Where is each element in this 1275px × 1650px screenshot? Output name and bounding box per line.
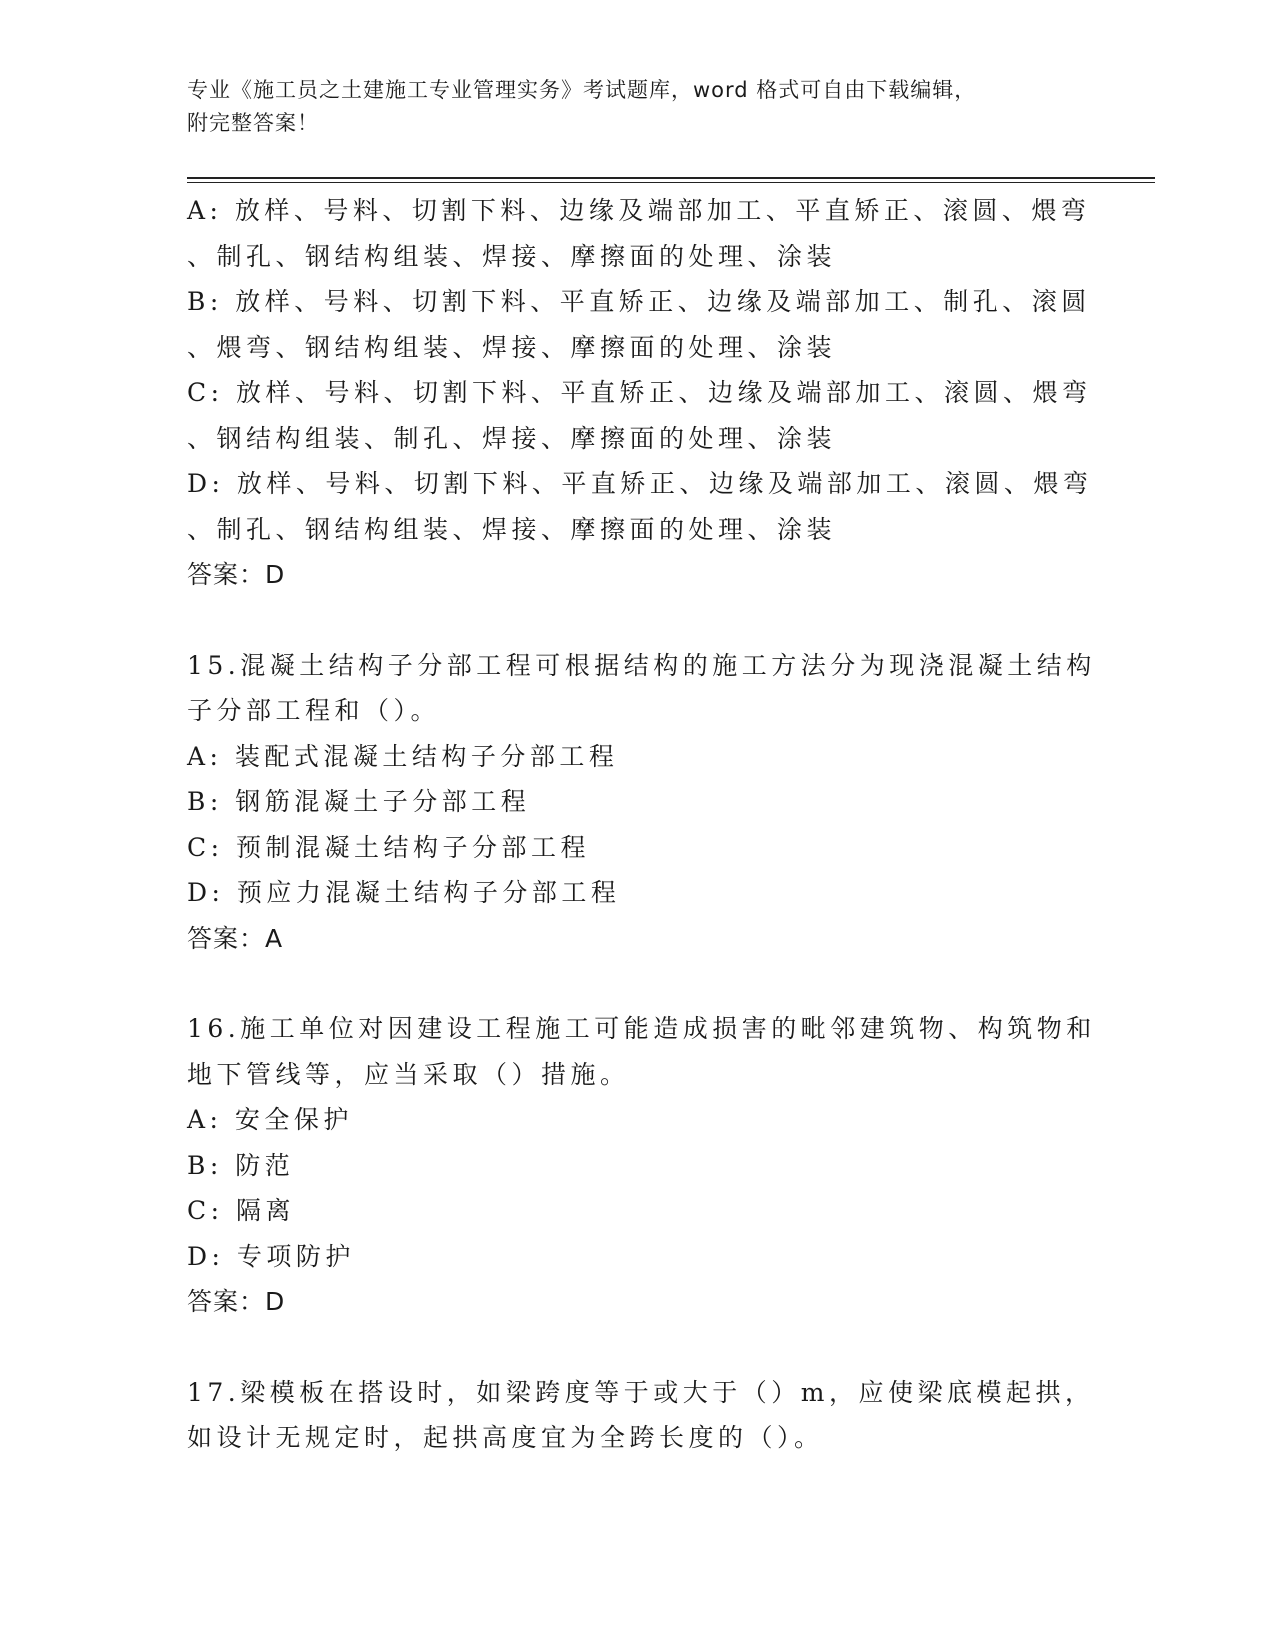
question-14-options (187, 188, 1093, 598)
option-c: C: 预制混凝土结构子分部工程 (187, 832, 590, 862)
header-line-1: 专业《施工员之土建施工专业管理实务》考试题库，word 格式可自由下载编辑， (187, 78, 977, 102)
header-divider-thick (187, 177, 1155, 179)
option-a: A: 装配式混凝土结构子分部工程 (187, 741, 619, 771)
option-a-line-1: A: 放样、号料、切割下料、边缘及端部加工、平直矫正、滚圆、煨弯 (187, 196, 1091, 225)
question-spacer (187, 1325, 1087, 1370)
option-d: D: 专项防护 (187, 1241, 355, 1271)
question-17 (187, 1370, 1095, 1461)
question-stem-line-2: 如设计无规定时，起拱高度宜为全跨长度的（）。 (187, 1423, 824, 1452)
header-divider-thin (187, 182, 1155, 183)
option-b-line-1: B: 放样、号料、切割下料、平直矫正、边缘及端部加工、制孔、滚圆 (187, 287, 1091, 316)
option-d-line-2: 、制孔、钢结构组装、焊接、摩擦面的处理、涂装 (187, 514, 837, 544)
question-spacer (187, 961, 1087, 1006)
option-d-line-1: D: 放样、号料、切割下料、平直矫正、边缘及端部加工、滚圆、煨弯 (187, 469, 1093, 498)
question-stem-line-1: 15.混凝土结构子分部工程可根据结构的施工方法分为现浇混凝土结构 (187, 650, 1096, 680)
option-a: A: 安全保护 (187, 1105, 353, 1134)
question-stem-line-1: 16.施工单位对因建设工程施工可能造成损害的毗邻建筑物、构筑物和 (187, 1014, 1096, 1043)
question-spacer (187, 598, 1087, 643)
answer-line: 答案：A (187, 923, 284, 953)
answer-line: 答案：D (187, 560, 286, 589)
option-b: B: 防范 (187, 1150, 295, 1180)
document-header (187, 74, 1087, 140)
option-d: D: 预应力混凝土结构子分部工程 (187, 878, 621, 907)
question-stem-line-2: 子分部工程和（）。 (187, 696, 441, 725)
question-content (187, 188, 1096, 1461)
question-15 (187, 643, 1096, 962)
option-c: C: 隔离 (187, 1196, 295, 1225)
header-line-2: 附完整答案！ (187, 111, 319, 135)
question-stem-line-2: 地下管线等，应当采取（）措施。 (187, 1059, 630, 1089)
question-stem-line-1: 17.梁模板在搭设时，如梁跨度等于或大于（）m，应使梁底模起拱， (187, 1377, 1095, 1407)
option-c-line-1: C: 放样、号料、切割下料、平直矫正、边缘及端部加工、滚圆、煨弯 (187, 378, 1092, 407)
option-b: B: 钢筋混凝土子分部工程 (187, 787, 531, 816)
question-16 (187, 1006, 1096, 1325)
answer-line: 答案：D (187, 1287, 286, 1316)
option-b-line-2: 、煨弯、钢结构组装、焊接、摩擦面的处理、涂装 (187, 332, 837, 362)
option-c-line-2: 、钢结构组装、制孔、焊接、摩擦面的处理、涂装 (187, 423, 837, 453)
option-a-line-2: 、制孔、钢结构组装、焊接、摩擦面的处理、涂装 (187, 241, 837, 271)
